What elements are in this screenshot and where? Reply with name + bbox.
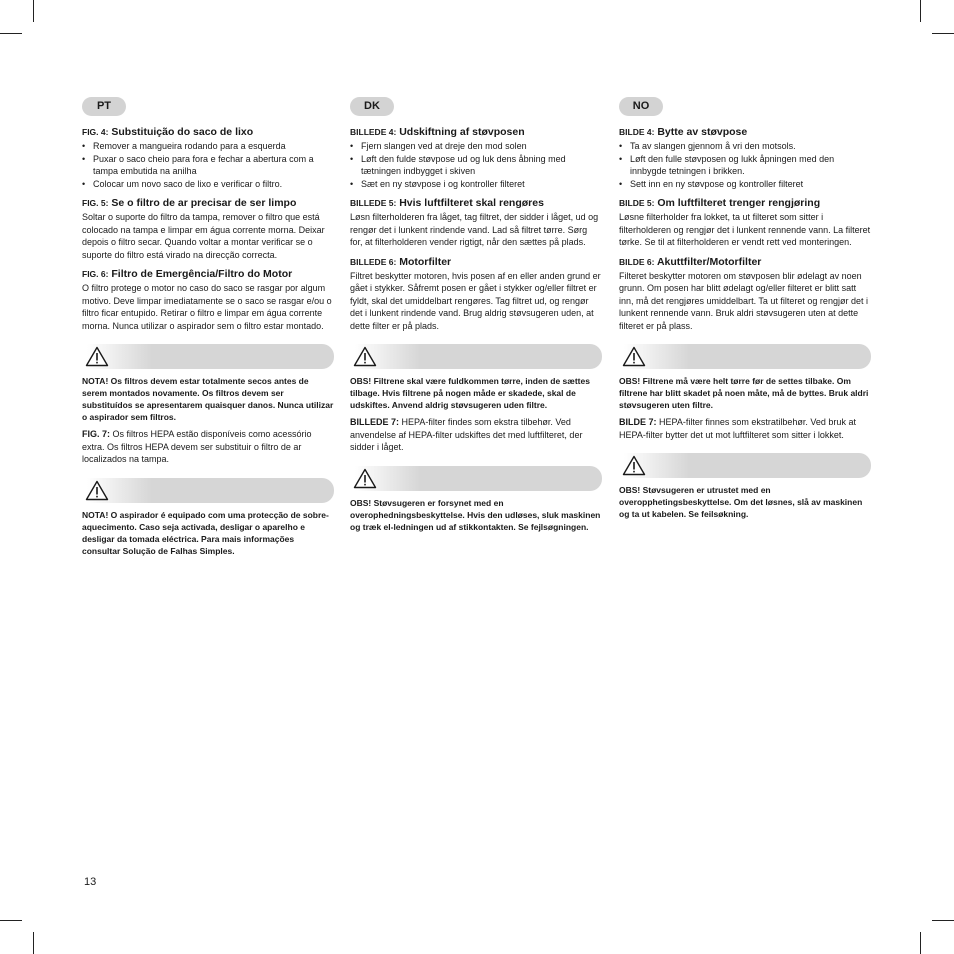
warning-triangle-icon: [85, 346, 109, 367]
section-heading: BILLEDE 4: Udskiftning af støvposen: [350, 126, 525, 138]
list-item: • Løft den fulle støvposen og lukk åpningen med den innbygde tetningen i brikken.: [619, 153, 871, 178]
bullet-list: [350, 140, 602, 190]
section-fig6: [619, 256, 871, 333]
section-heading: BILDE 5: Om luftfilteret trenger rengjøring: [619, 197, 821, 209]
crop-mark: [932, 920, 954, 921]
warning-text: NOTA! O aspirador é equipado com uma protecção de sobre-aquecimento. Caso seja activada, desligar o aparelho e desligar da tomada eléctrica. Para mais informações consultar Solução de Falhas Simples.: [82, 509, 329, 556]
list-item: • Remover a mangueira rodando para a esquerda: [82, 140, 334, 153]
section-heading: BILDE 4: Bytte av støvpose: [619, 126, 748, 138]
warning-text: OBS! Støvsugeren er forsynet med en overophedningsbeskyttelse. Hvis den udløses, sluk maskinen og træk el-ledningen ud af stikkontakten. Se fejlsøgningen.: [350, 497, 601, 532]
crop-mark: [33, 0, 34, 22]
crop-mark: [920, 932, 921, 954]
section-body: Løsn filterholderen fra låget, tag filtret, der sidder i låget, ud og rengør det i lunkent rindende vand. Lad så filtret tørre. Sørg for, at filterholderen vender rigtigt, når den sættes på plads.: [350, 212, 599, 247]
section-heading: FIG. 4: Substituição do saco de lixo: [82, 126, 254, 138]
warning-bar: [82, 344, 334, 369]
section-heading: FIG. 6: Filtro de Emergência/Filtro do Motor: [82, 268, 293, 280]
section-fig5: [619, 197, 871, 249]
warning-bar: [619, 453, 871, 478]
language-badge: NO: [619, 97, 663, 116]
bullet-list: [619, 140, 871, 190]
column-dk: [350, 96, 602, 538]
crop-mark: [0, 920, 22, 921]
crop-mark: [932, 33, 954, 34]
section-fig4: [619, 126, 871, 190]
section-fig6: [350, 256, 602, 333]
warning-triangle-icon: [622, 346, 646, 367]
list-item: • Ta av slangen gjennom å vri den motsols.: [619, 140, 871, 153]
warning-triangle-icon: [353, 346, 377, 367]
list-item: • Fjern slangen ved at dreje den mod solen: [350, 140, 602, 153]
warning-triangle-icon: [622, 455, 646, 476]
section-fig5: [350, 197, 602, 249]
column-no: [619, 96, 871, 525]
warning-bar: [619, 344, 871, 369]
section-heading: BILLEDE 6: Motorfilter: [350, 255, 452, 268]
fig7-note: BILLEDE 7: HEPA-filter findes som ekstra tilbehør. Ved anvendelse af HEPA-filter udskiftes det med luftfilteret, der sidder i låget.: [350, 417, 583, 452]
bullet-list: [82, 140, 334, 190]
warning-triangle-icon: [353, 468, 377, 489]
crop-mark: [0, 33, 22, 34]
section-fig6: [82, 268, 334, 332]
page-number: 13: [84, 876, 97, 888]
section-heading: FIG. 5: Se o filtro de ar precisar de ser limpo: [82, 197, 297, 209]
list-item: • Puxar o saco cheio para fora e fechar a abertura com a tampa embutida na anilha: [82, 153, 334, 178]
crop-mark: [920, 0, 921, 22]
section-body: Filtret beskytter motoren, hvis posen af en eller anden grund er gået i stykker. Såfremt posen er gået i stykker og/eller filtret er fyldt, skal det umiddelbart rengøres. Tag filtret ud, og rengør det i lunkent rindende vand. Brug aldrig støvsugeren uden, at dette filter er på plads.: [350, 270, 601, 331]
section-body: O filtro protege o motor no caso do saco se rasgar por algum motivo. Deve limpar imediatamente se o saco se rasgar e/ou o filtro ficar entupido. Retirar o filtro e limpar em água corrente morna. Nunca utilizar o aspirador sem o filtro estar montado.: [82, 283, 332, 331]
warning-bar: [350, 344, 602, 369]
fig7-note: BILDE 7: HEPA-filter finnes som ekstratilbehør. Ved bruk at HEPA-filter bytter det ut mot luftfilteret som sitter i lokket.: [619, 417, 856, 440]
section-heading: BILDE 6: Akuttfilter/Motorfilter: [619, 255, 762, 268]
list-item: • Colocar um novo saco de lixo e verificar o filtro.: [82, 178, 334, 191]
language-badge: PT: [82, 97, 126, 116]
list-item: • Sæt en ny støvpose i og kontroller filteret: [350, 178, 602, 191]
warning-bar: [82, 478, 334, 503]
list-item: • Løft den fulde støvpose ud og luk dens åbning med tætningen indbygget i skiven: [350, 153, 602, 178]
warning-bar: [350, 466, 602, 491]
section-fig4: [82, 126, 334, 190]
section-fig4: [350, 126, 602, 190]
section-heading: BILLEDE 5: Hvis luftfilteret skal rengøres: [350, 197, 544, 209]
warning-text: NOTA! Os filtros devem estar totalmente secos antes de serem montados novamente. Os filtros devem ser substituídos se apresentarem quaisquer danos. Nunca utilizar o aspirador sem filtros.: [82, 376, 334, 422]
column-pt: [82, 96, 334, 562]
section-body: Soltar o suporte do filtro da tampa, remover o filtro que está colocado na tampa e limpar em água corrente morna. Deixar depois o filtro secar. Quando voltar a montar verificar se o suporte do filtro está virado na direcção correcta.: [82, 212, 325, 260]
warning-text: OBS! Filtrene skal være fuldkommen tørre, inden de sættes tilbage. Hvis filtrene på nogen måde er skadede, skal de udskiftes. Anvend aldrig støvsugeren uden filtre.: [350, 376, 590, 410]
warning-text: OBS! Filtrene må være helt tørre før de settes tilbake. Om filtrene har blitt skadet på noen måte, må de byttes. Bruk aldri støvsugeren uten filtre.: [619, 376, 869, 410]
language-badge: DK: [350, 97, 394, 116]
warning-triangle-icon: [85, 480, 109, 501]
fig7-note: FIG. 7: Os filtros HEPA estão disponíveis como acessório extra. Os filtros HEPA devem ser substituir o filtro de ar localizados na tampa.: [82, 429, 312, 464]
crop-mark: [33, 932, 34, 954]
warning-text: OBS! Støvsugeren er utrustet med en overopphetingsbeskyttelse. Om det løsnes, slå av maskinen og ta ut kabelen. Se feilsøkning.: [619, 485, 863, 519]
list-item: • Sett inn en ny støvpose og kontroller filteret: [619, 178, 871, 191]
section-fig5: [82, 197, 334, 261]
section-body: Filteret beskytter motoren om støvposen blir ødelagt av noen grunn. Om posen har blitt ødelagt og/eller filteret er blitt satt inn, må det rengjøres umiddelbart. Ta ut filteret og rengjør det i lunkent rennende vann. Bruk aldri støvsugeren uten at dette filteret er på plass.: [619, 270, 868, 331]
section-body: Løsne filterholder fra lokket, ta ut filteret som sitter i filterholderen og rengjør det i lunkent rennende vann. La filteret tørke. Se til at filterholderen er vendt rett ved monteringen.: [619, 212, 871, 247]
